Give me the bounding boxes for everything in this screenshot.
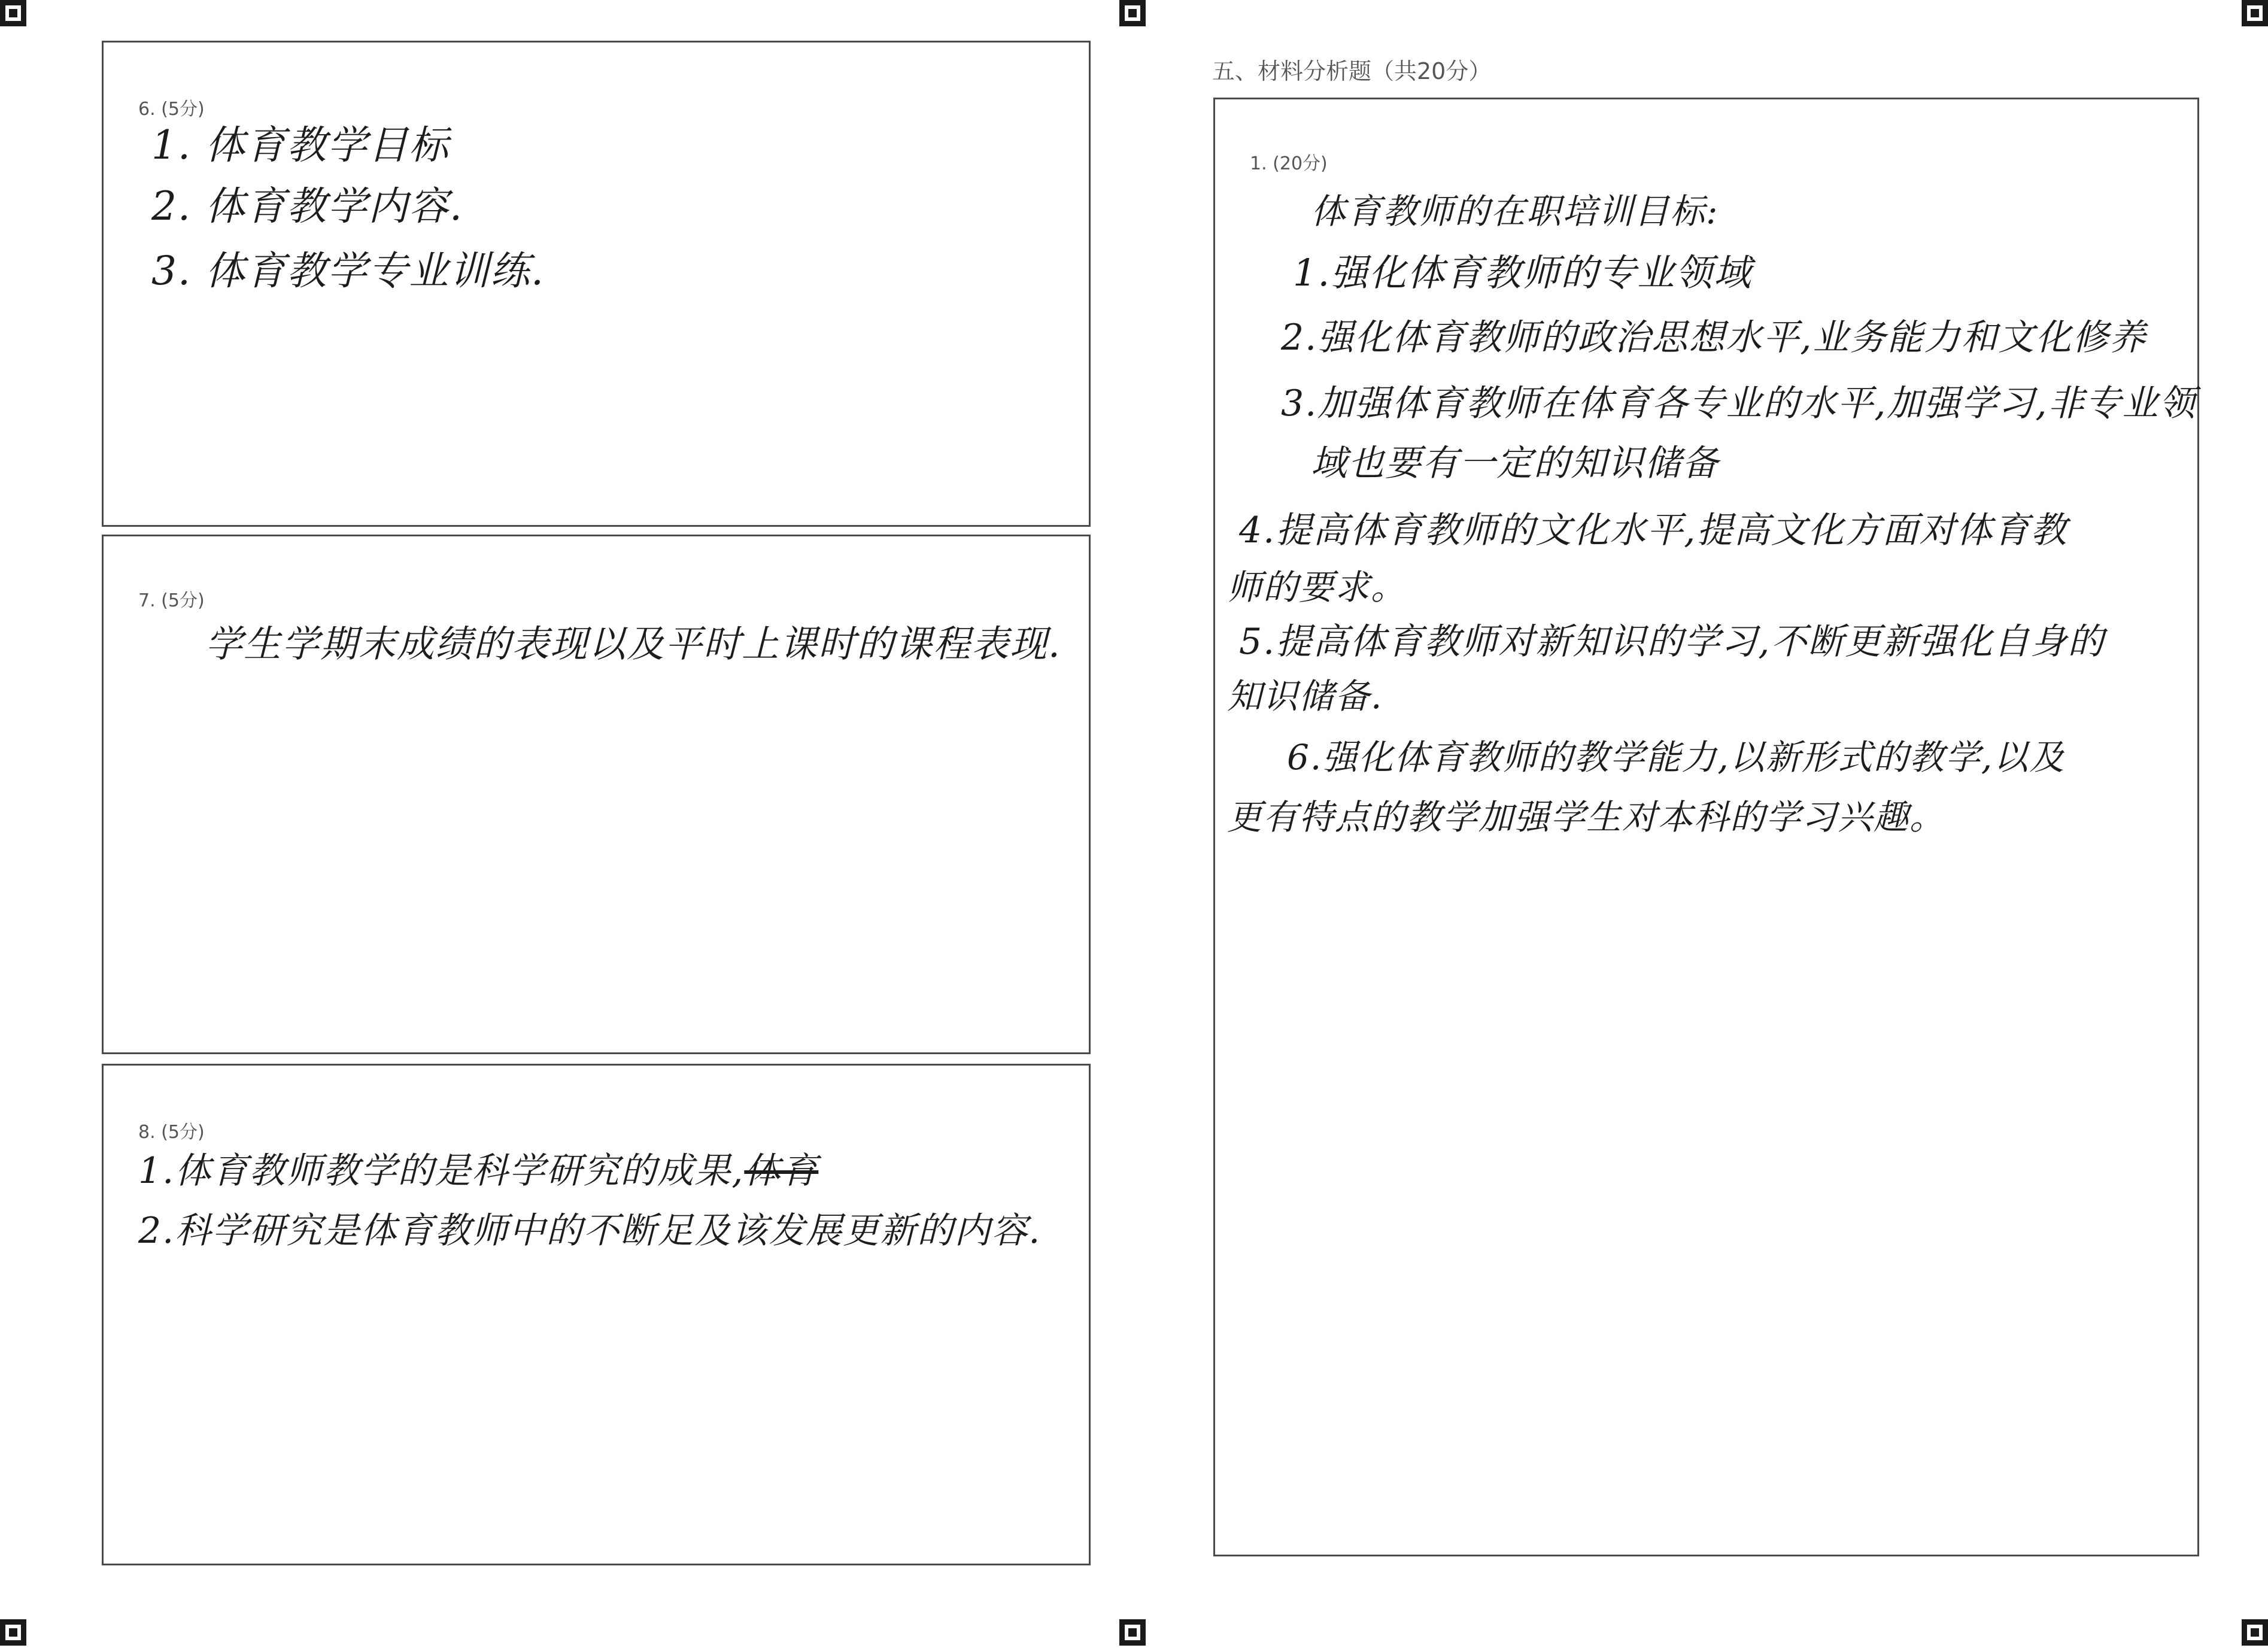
answer-line-q1-10: 6.强化体育教师的教学能力,以新形式的教学,以及 [1287,737,2066,778]
question-label-q8: 8. (5分) [138,1122,205,1143]
answer-line-q1-4: 3.加强体育教师在体育各专业的水平,加强学习,非专业领 [1281,383,2197,424]
answer-line-q8-1-text: 1.体育教师教学的是科学研究的成果, [138,1150,745,1192]
answer-line-q7-1: 学生学期末成绩的表现以及平时上课时的课程表现. [205,622,1061,666]
answer-line-q1-9: 知识储备. [1227,676,1383,717]
answer-line-q6-2: 2. 体育教学内容. [151,183,463,229]
alignment-marker-top-center [1119,0,1146,26]
section-title: 五、材料分析题（共20分） [1212,58,1492,84]
answer-line-q1-2: 1.强化体育教师的专业领域 [1293,251,1753,295]
question-label-q1: 1. (20分) [1250,153,1328,174]
answer-line-q8-1 [138,1142,818,1194]
question-label-q7: 7. (5分) [138,590,205,611]
question-label-q6: 6. (5分) [138,99,205,120]
answer-line-q8-1-struck: 体育 [744,1150,819,1192]
answer-line-q8-2: 2.科学研究是体育教师中的不断足及该发展更新的内容. [138,1210,1042,1252]
answer-line-q1-8: 5.提高体育教师对新知识的学习,不断更新强化自身的 [1239,621,2105,663]
answer-line-q1-1: 体育教师的在职培训目标: [1311,191,1719,232]
answer-line-q1-5: 域也要有一定的知识储备 [1311,442,1719,484]
answer-line-q6-3: 3. 体育教学专业训练. [151,248,545,294]
answer-box-q6 [102,41,1091,527]
alignment-marker-bottom-left [0,1619,26,1646]
alignment-marker-bottom-right [2242,1619,2268,1646]
alignment-marker-top-right [2242,0,2268,26]
alignment-marker-bottom-center [1119,1619,1146,1646]
answer-line-q1-6: 4.提高体育教师的文化水平,提高文化方面对体育教 [1239,509,2068,551]
answer-box-q7 [102,535,1091,1054]
answer-line-q6-1: 1. 体育教学目标 [151,122,450,168]
answer-line-q1-11: 更有特点的教学加强学生对本科的学习兴趣。 [1227,797,1946,837]
answer-box-q8 [102,1064,1091,1565]
answer-box-q1 [1213,98,2199,1556]
alignment-marker-top-left [0,0,26,26]
answer-line-q1-3: 2.强化体育教师的政治思想水平,业务能力和文化修养 [1281,317,2147,359]
answer-line-q1-7: 师的要求。 [1227,567,1407,608]
